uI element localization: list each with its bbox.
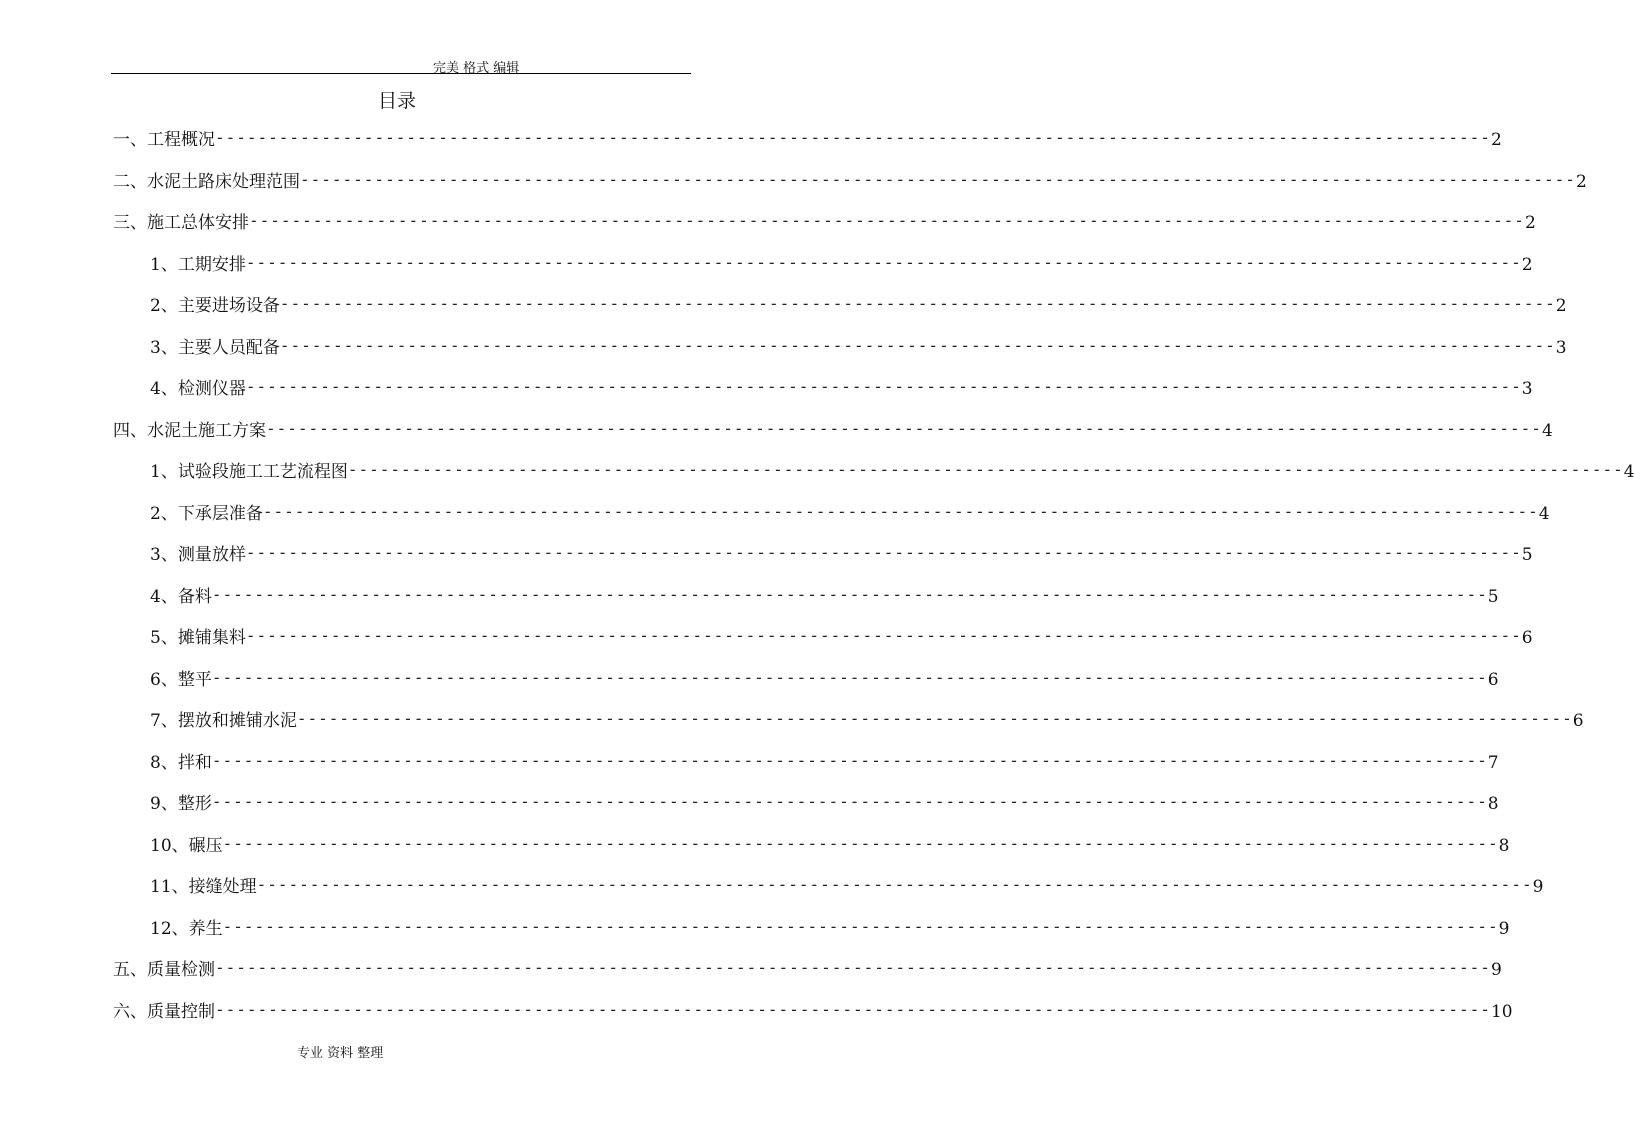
toc-entry[interactable] (150, 873, 1544, 897)
toc-leader-dashes: ------------------------------------------------------------------------------------------------------------------------ (211, 792, 1488, 811)
toc-leader-dashes: ------------------------------------------------------------------------------------------------------------------------ (262, 502, 1539, 521)
toc-entry[interactable] (150, 790, 1499, 814)
toc-entry[interactable] (150, 624, 1533, 648)
toc-entry-page-number: 2 (1524, 213, 1536, 233)
toc-entry-page-number: 4 (1623, 462, 1635, 482)
toc-entry-label: 3、主要人员配备 (150, 338, 280, 358)
toc-entry-page-number: 9 (1490, 960, 1502, 980)
toc-entry-page-number: 3 (1555, 338, 1567, 358)
toc-entry[interactable] (150, 666, 1499, 690)
toc-leader-dashes: ------------------------------------------------------------------------------------------------------------------------ (279, 336, 1556, 355)
page-footer-text: 专业 资料 整理 (297, 1046, 384, 1061)
toc-leader-dashes: ------------------------------------------------------------------------------------------------------------------------ (266, 419, 1542, 438)
toc-entry-page-number: 2 (1555, 296, 1567, 316)
toc-entry-label: 4、备料 (150, 587, 212, 607)
toc-leader-dashes: ------------------------------------------------------------------------------------------------------------------------ (245, 377, 1522, 396)
toc-entry[interactable] (150, 915, 1510, 939)
toc-entry-label: 8、拌和 (150, 753, 212, 773)
toc-entry-page-number: 5 (1487, 587, 1499, 607)
toc-leader-dashes: ------------------------------------------------------------------------------------------------------------------------ (245, 626, 1522, 645)
toc-entry[interactable] (150, 583, 1499, 607)
toc-entry[interactable] (150, 458, 1635, 482)
toc-leader-dashes: ------------------------------------------------------------------------------------------------------------------------ (211, 585, 1488, 604)
toc-leader-dashes: ------------------------------------------------------------------------------------------------------------------------ (347, 460, 1624, 479)
toc-entry[interactable] (150, 832, 1510, 856)
toc-entry[interactable] (150, 749, 1499, 773)
toc-entry[interactable] (150, 251, 1533, 275)
toc-entry-page-number: 8 (1487, 794, 1499, 814)
toc-entry-label: 2、下承层准备 (150, 504, 263, 524)
toc-entry-page-number: 9 (1532, 877, 1544, 897)
toc-leader-dashes: ------------------------------------------------------------------------------------------------------------------------ (279, 294, 1556, 313)
toc-entry[interactable] (113, 126, 1502, 150)
toc-entry-label: 六、质量控制 (113, 1002, 215, 1022)
toc-entry-page-number: 5 (1521, 545, 1533, 565)
toc-leader-dashes: ------------------------------------------------------------------------------------------------------------------------ (211, 751, 1488, 770)
toc-entry-label: 5、摊铺集料 (150, 628, 246, 648)
toc-entry-page-number: 9 (1498, 919, 1510, 939)
toc-leader-dashes: ------------------------------------------------------------------------------------------------------------------------ (222, 917, 1499, 936)
toc-entry-page-number: 4 (1538, 504, 1550, 524)
toc-entry-label: 1、试验段施工工艺流程图 (150, 462, 348, 482)
toc-entry[interactable] (150, 707, 1584, 731)
toc-entry[interactable] (150, 292, 1567, 316)
toc-leader-dashes: ------------------------------------------------------------------------------------------------------------------------ (215, 958, 1491, 977)
toc-entry[interactable] (150, 375, 1533, 399)
toc-entry-label: 12、养生 (150, 919, 223, 939)
toc-entry[interactable] (113, 956, 1502, 980)
toc-entry-label: 7、摆放和摊铺水泥 (150, 711, 297, 731)
toc-leader-dashes: ------------------------------------------------------------------------------------------------------------------------ (245, 543, 1522, 562)
toc-leader-dashes: ------------------------------------------------------------------------------------------------------------------------ (300, 170, 1576, 189)
toc-entry[interactable] (113, 417, 1553, 441)
toc-entry-page-number: 8 (1498, 836, 1510, 856)
toc-entry-label: 9、整形 (150, 794, 212, 814)
toc-entry-label: 10、碾压 (150, 836, 223, 856)
toc-entry-page-number: 6 (1487, 670, 1499, 690)
toc-entry-label: 2、主要进场设备 (150, 296, 280, 316)
toc-entry-label: 三、施工总体安排 (113, 213, 249, 233)
toc-entry-label: 11、接缝处理 (150, 877, 257, 897)
toc-entry-page-number: 2 (1490, 130, 1502, 150)
toc-entry-label: 四、水泥土施工方案 (113, 421, 266, 441)
toc-entry[interactable] (150, 541, 1533, 565)
toc-leader-dashes: ------------------------------------------------------------------------------------------------------------------------ (211, 668, 1488, 687)
toc-entry-page-number: 2 (1521, 255, 1533, 275)
toc-entry[interactable] (150, 500, 1550, 524)
toc-leader-dashes: ------------------------------------------------------------------------------------------------------------------------ (296, 709, 1573, 728)
toc-leader-dashes: ------------------------------------------------------------------------------------------------------------------------ (222, 834, 1499, 853)
toc-entry[interactable] (113, 168, 1587, 192)
toc-leader-dashes: ------------------------------------------------------------------------------------------------------------------------ (245, 253, 1522, 272)
toc-leader-dashes: ------------------------------------------------------------------------------------------------------------------------ (256, 875, 1533, 894)
toc-entry-page-number: 6 (1521, 628, 1533, 648)
toc-entry-page-number: 10 (1490, 1002, 1513, 1022)
toc-entry-label: 6、整平 (150, 670, 212, 690)
toc-entry-page-number: 2 (1575, 172, 1587, 192)
toc-entry[interactable] (150, 334, 1567, 358)
page-header-text: 完美 格式 编辑 (433, 61, 520, 76)
toc-entry-label: 4、检测仪器 (150, 379, 246, 399)
toc-entry[interactable] (113, 998, 1513, 1022)
toc-leader-dashes: ------------------------------------------------------------------------------------------------------------------------ (215, 1000, 1491, 1019)
toc-entry-page-number: 7 (1487, 753, 1499, 773)
toc-entry-label: 五、质量检测 (113, 960, 215, 980)
toc-leader-dashes: ------------------------------------------------------------------------------------------------------------------------ (249, 211, 1525, 230)
toc-leader-dashes: ------------------------------------------------------------------------------------------------------------------------ (215, 128, 1491, 147)
toc-title: 目录 (377, 90, 416, 112)
toc-entry-label: 3、测量放样 (150, 545, 246, 565)
toc-entry[interactable] (113, 209, 1536, 233)
toc-entry-label: 二、水泥土路床处理范围 (113, 172, 300, 192)
toc-entry-label: 一、工程概况 (113, 130, 215, 150)
toc-entry-page-number: 3 (1521, 379, 1533, 399)
toc-entry-page-number: 4 (1541, 421, 1553, 441)
toc-entry-page-number: 6 (1572, 711, 1584, 731)
toc-entry-label: 1、工期安排 (150, 255, 246, 275)
